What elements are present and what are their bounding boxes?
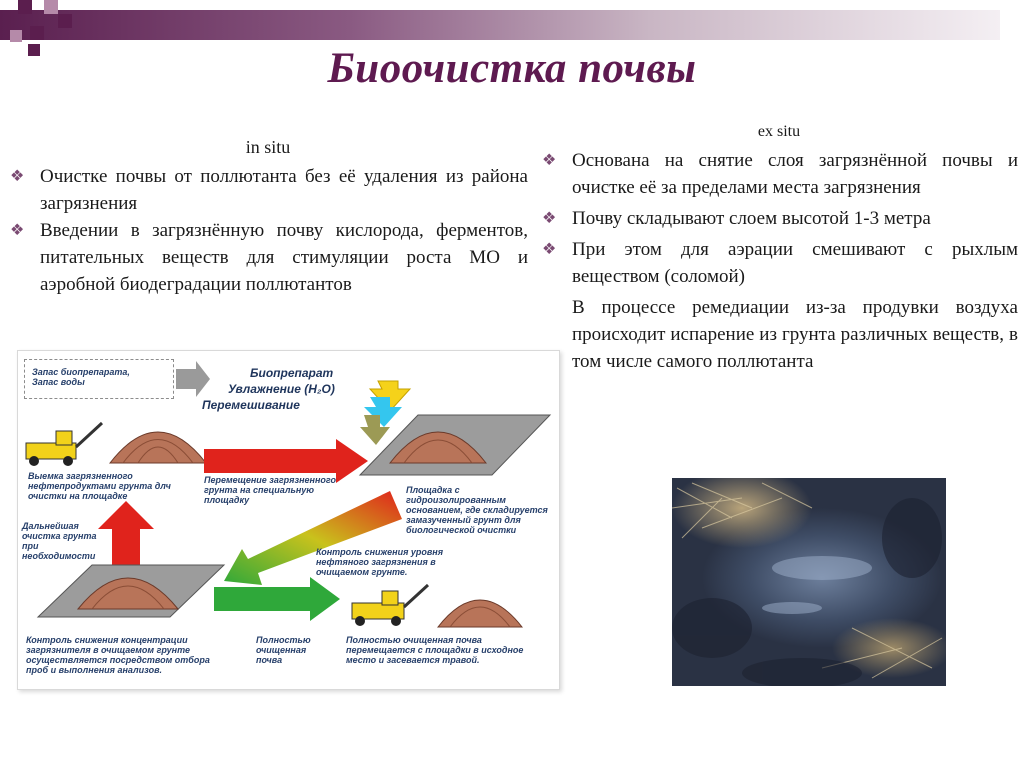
decor-square — [18, 0, 32, 14]
decor-square — [30, 26, 44, 40]
list-item-text: Очистке почвы от поллютанта без её удаления из района загрязнения — [40, 166, 528, 214]
label-mixing: Перемешивание — [202, 398, 300, 412]
list-item-text: Введении в загрязнённую почву кислорода, ферментов, питательных веществ для стимуляции роста МО и аэробной биодеградации поллютантов — [40, 220, 528, 295]
diamond-bullet-icon: ❖ — [542, 152, 557, 169]
red-arrow-up — [98, 501, 154, 573]
decor-square — [10, 30, 22, 42]
diamond-bullet-icon: ❖ — [542, 210, 557, 227]
list-item-text: Почву складывают слоем высотой 1-3 метра — [572, 208, 931, 229]
polluted-soil-photo — [672, 478, 946, 686]
list-item-text: При этом для аэрации смешивают с рыхлым веществом (соломой) — [572, 239, 1018, 287]
ex-situ-column — [540, 118, 1018, 375]
list-paragraph — [540, 294, 1018, 375]
list-item — [8, 217, 528, 298]
decor-square — [58, 14, 72, 28]
label-control-concentration: Контроль снижения концентрации загрязнителя в очищаемом грунте осуществляется посредством отбора проб и выполнения анализов. — [26, 635, 210, 675]
diamond-bullet-icon: ❖ — [10, 168, 25, 185]
gray-arrow — [176, 361, 210, 397]
label-soil-returned: Полностью очищенная почва перемещается с площадки в исходное место и засевается травой. — [346, 635, 524, 665]
excavator-icon-2 — [352, 585, 428, 626]
soil-mound-4 — [438, 600, 522, 627]
header-gradient-bar — [0, 10, 1000, 40]
label-transfer: Перемещение загрязненного грунта на специальную площадку — [204, 475, 336, 505]
bioremediation-diagram — [17, 350, 560, 690]
paragraph-text: В процессе ремедиации из-за продувки воздуха происходит испарение из грунта различных веществ, в том числе самого поллютанта — [572, 297, 1018, 372]
green-arrow — [214, 577, 340, 621]
list-item — [540, 147, 1018, 201]
in-situ-heading: in situ — [245, 137, 291, 157]
label-further-cleaning: Дальнейшая очистка грунта при необходимости — [22, 521, 97, 561]
photo-texture — [672, 478, 946, 686]
label-control-level: Контроль снижения уровня нефтяного загрязнения в очищаемом грунте. — [316, 547, 444, 577]
list-item — [540, 236, 1018, 290]
list-item-text: Основана на снятие слоя загрязнённой почвы и очистке её за пределами места загрязнения — [572, 150, 1018, 198]
ex-situ-heading: ex situ — [757, 123, 801, 140]
label-biopreparat: Биопрепарат — [250, 366, 334, 380]
list-item — [540, 205, 1018, 232]
label-clean-soil: Полностью очищенная почва — [256, 635, 311, 665]
slide-title: Биоочистка почвы — [327, 45, 697, 92]
in-situ-column — [8, 134, 528, 298]
decor-square — [44, 0, 58, 14]
label-stock: Запас биопрепарата, Запас воды — [32, 367, 130, 387]
label-moistening: Увлажнение (H₂O) — [228, 382, 335, 396]
label-excavation: Выемка загрязненного нефтепродуктами грунта длч очистки на площадке — [28, 471, 171, 501]
diamond-bullet-icon: ❖ — [10, 222, 25, 239]
diamond-bullet-icon: ❖ — [542, 241, 557, 258]
excavator-icon-1 — [26, 423, 102, 466]
label-pad: Площадка с гидроизолированным основанием, где складируется замазученный грунт для биологической очистки — [406, 485, 548, 535]
soil-mound-1 — [110, 432, 206, 463]
list-item — [8, 163, 528, 217]
